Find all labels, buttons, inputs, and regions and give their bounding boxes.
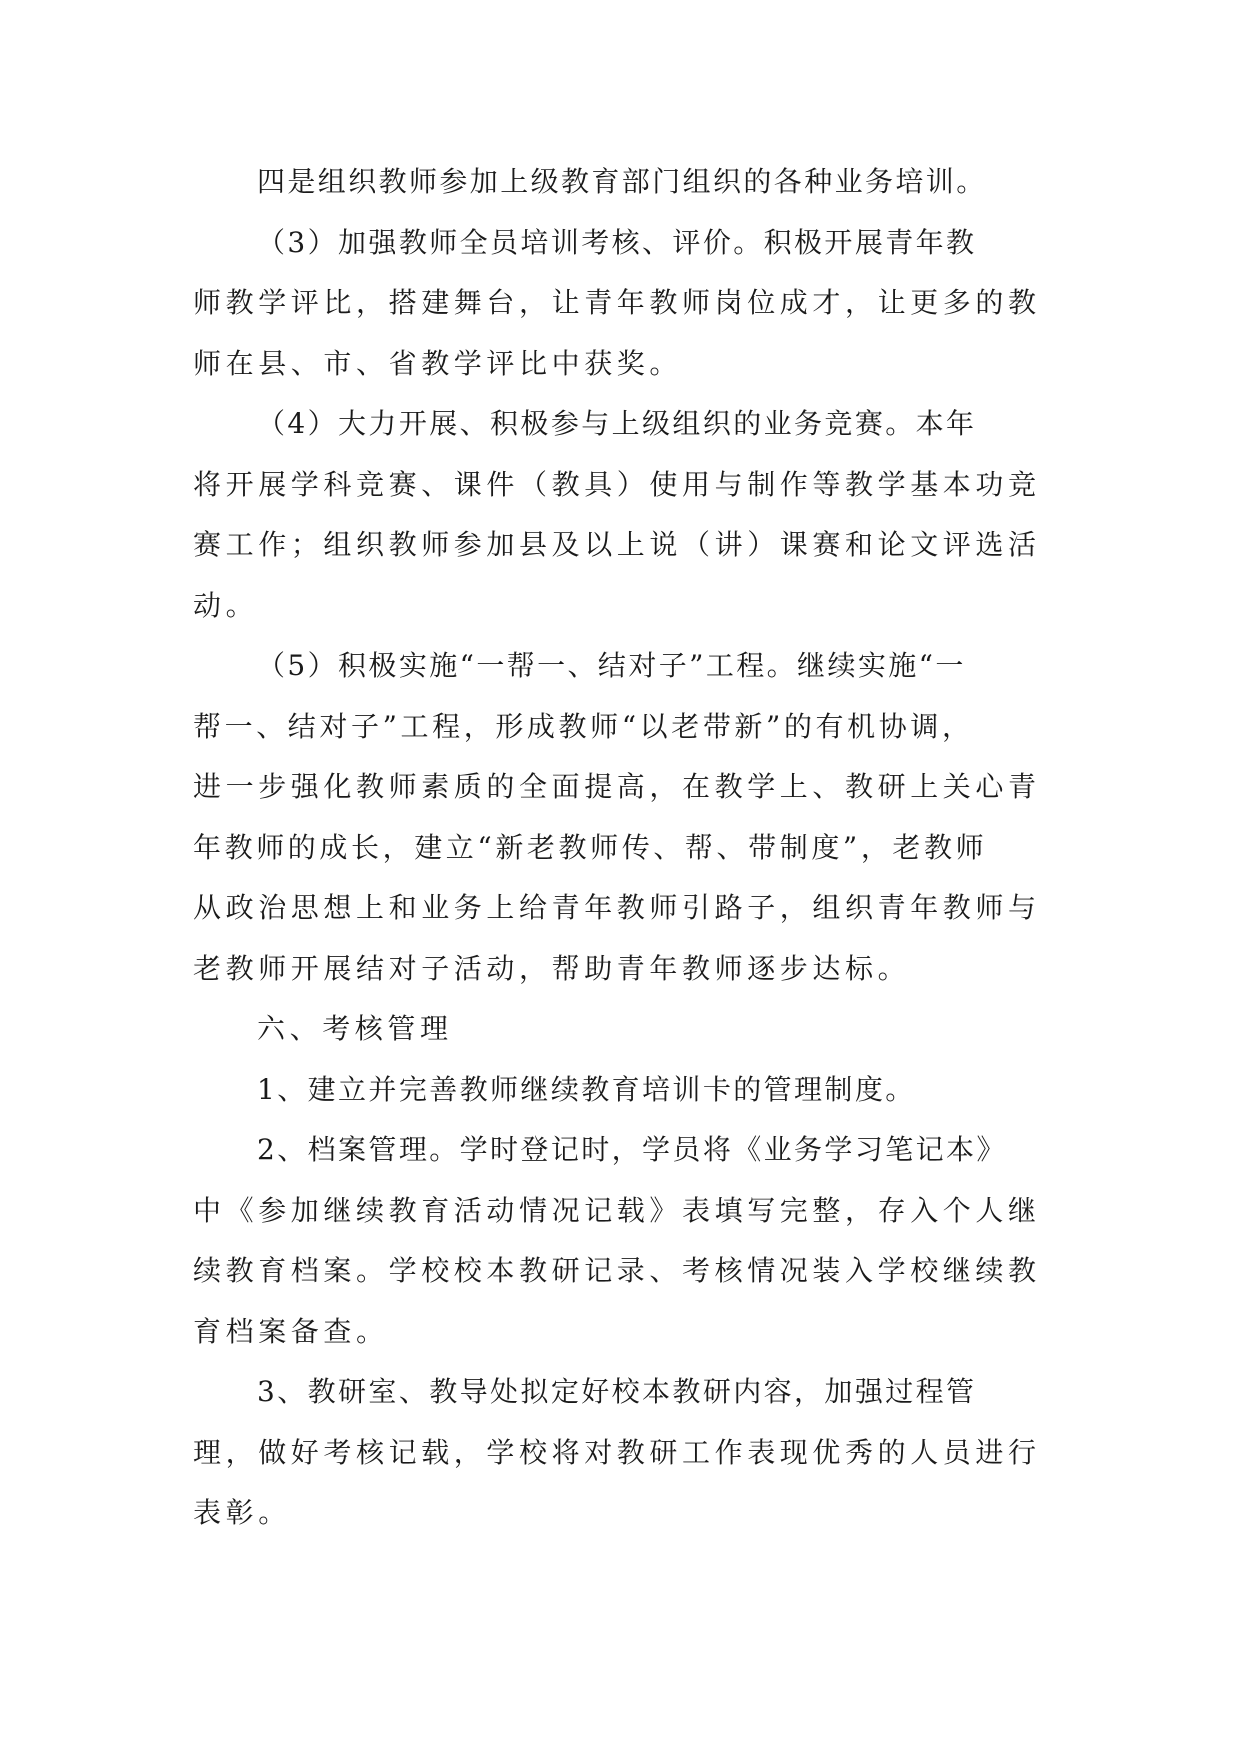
paragraph-line: 2、档案管理。学时登记时，学员将《业务学习笔记本》 — [257, 1133, 1007, 1166]
paragraph-line: 老教师开展结对子活动，帮助青年教师逐步达标。 — [193, 951, 911, 985]
paragraph-line: 1、建立并完善教师继续教育培训卡的管理制度。 — [257, 1072, 916, 1106]
paragraph-line: 动。 — [193, 588, 259, 622]
paragraph-line: （4）大力开展、积极参与上级组织的业务竞赛。本年 — [257, 407, 977, 440]
paragraph-line: 表彰。 — [193, 1496, 291, 1529]
paragraph-line: 师教学评比，搭建舞台，让青年教师岗位成才，让更多的教 — [193, 286, 1041, 319]
paragraph-line: 中《参加继续教育活动情况记载》表填写完整，存入个人继 — [193, 1193, 1041, 1227]
paragraph-line: 从政治思想上和业务上给青年教师引路子，组织青年教师与 — [193, 891, 1041, 924]
document-body — [193, 152, 1053, 1544]
paragraph-line: 进一步强化教师素质的全面提高，在教学上、教研上关心青 — [193, 770, 1041, 803]
paragraph-line: 年教师的成长，建立“新老教师传、帮、带制度”，老教师 — [193, 830, 988, 864]
paragraph-line: 赛工作；组织教师参加县及以上说（讲）课赛和论文评选活 — [193, 528, 1041, 561]
paragraph-line: （5）积极实施“一帮一、结对子”工程。继续实施“一 — [257, 649, 966, 682]
paragraph-line: 师在县、市、省教学评比中获奖。 — [193, 346, 683, 380]
paragraph-line: （3）加强教师全员培训考核、评价。积极开展青年教 — [257, 225, 977, 259]
paragraph-line: 将开展学科竞赛、课件（教具）使用与制作等教学基本功竞 — [193, 467, 1041, 501]
paragraph-line: 续教育档案。学校校本教研记录、考核情况装入学校继续教 — [193, 1254, 1041, 1287]
paragraph-line: 四是组织教师参加上级教育部门组织的各种业务培训。 — [257, 165, 987, 198]
paragraph-line: 3、教研室、教导处拟定好校本教研内容，加强过程管 — [257, 1375, 977, 1408]
paragraph-line: 育档案备查。 — [193, 1314, 389, 1348]
paragraph-line: 理，做好考核记载，学校将对教研工作表现优秀的人员进行 — [193, 1435, 1041, 1469]
section-heading: 六、考核管理 — [257, 1012, 453, 1045]
paragraph-line: 帮一、结对子”工程，形成教师“以老带新”的有机协调， — [193, 709, 974, 743]
